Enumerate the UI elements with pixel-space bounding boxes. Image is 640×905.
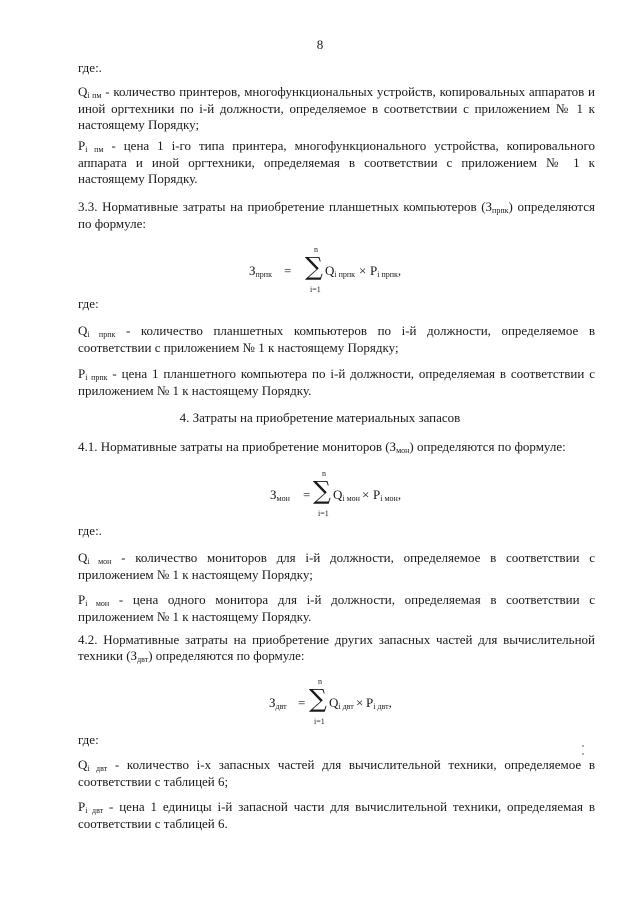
sum-sign-icon: ∑ — [309, 684, 327, 713]
def-symbol: P — [78, 366, 86, 381]
def-symbol: Q — [78, 84, 88, 99]
formula-p: $P_{i мон}$, — [373, 487, 402, 503]
def-text: - цена 1 i-го типа принтера, многофункционального устройства, копировального аппарата и иной оргтехники, определяемая в соответствии с приложением № 1 к настоящему Порядку. — [78, 138, 595, 187]
def-symbol-index: i пм — [85, 145, 104, 154]
formula-monitors — [0, 470, 640, 524]
where-label-4: где: — [78, 732, 99, 747]
formula-p: $P_{i двт}$, — [366, 695, 392, 711]
scan-speck — [582, 745, 584, 747]
def-symbol-index: i прпк — [85, 373, 108, 382]
def-symbol-index: i мон — [85, 599, 110, 608]
def-text: - количество i-х запасных частей для вычислительной техники, определяемое в соответствии с таблицей 6; — [78, 757, 595, 789]
section-text: 4.1. Нормативные затраты на приобретение мониторов (З — [78, 439, 397, 454]
def-text: - цена одного монитора для i-й должности, определяемая в соответствии с приложением № 1 к настоящему Порядку. — [78, 592, 595, 624]
formula-equals: = — [303, 487, 311, 502]
def-symbol: P — [78, 799, 86, 814]
def-symbol-index: i мон — [87, 557, 112, 566]
formula-times: × — [362, 487, 370, 502]
page-number: 8 — [316, 37, 324, 52]
section-subscript: прпк — [492, 206, 509, 215]
formula-spare-parts — [0, 678, 640, 732]
def-symbol: Q — [78, 550, 88, 565]
section-subscript: мон — [396, 446, 410, 455]
def-text: - количество мониторов для i-й должности, определяемое в соответствии с приложением № 1 к настоящему Порядку; — [78, 550, 595, 582]
section-subscript: двт — [137, 655, 149, 665]
def-q-mon — [78, 550, 595, 583]
section-4-2 — [78, 632, 595, 665]
def-text: - количество принтеров, многофункциональных устройств, копировальных аппаратов и иной оргтехники по i-й должности, определяемое в соответствии с приложением № 1 к настоящему Порядку; — [78, 84, 595, 133]
formula-tablets — [0, 246, 640, 300]
def-text: - цена 1 планшетного компьютера по i-й должности, определяемая в соответствии с приложением № 1 к настоящему Порядку. — [78, 366, 596, 398]
formula-times: × — [356, 695, 364, 710]
formula-lhs: $З_{прпк}$ — [249, 263, 272, 279]
formula-times: × — [359, 263, 367, 278]
def-symbol: P — [78, 138, 86, 153]
section-text-end: ) определяются по формуле: — [78, 199, 595, 231]
formula-equals: = — [298, 695, 306, 710]
formula-p: $P_{i прпк}$, — [370, 263, 402, 279]
where-label-3: где:. — [78, 523, 102, 538]
scan-speck — [582, 753, 584, 755]
sum-sign-icon: ∑ — [305, 252, 323, 281]
formula-sum-lower: i=1 — [310, 285, 321, 294]
section-text-end: ) определяются по формуле: — [148, 648, 305, 664]
section-3-3 — [78, 199, 595, 232]
section-text-end: ) определяются по формуле: — [409, 439, 566, 454]
section-text: 3.3. Нормативные затраты на приобретение планшетных компьютеров (З — [78, 199, 493, 214]
section-text: 4.2. Нормативные затраты на приобретение других запасных частей для вычислительной техники (З — [78, 632, 595, 664]
sum-sign-icon: ∑ — [313, 476, 331, 505]
def-symbol-index: i прпк — [87, 330, 116, 339]
def-p-dvt — [78, 799, 595, 832]
def-symbol: Q — [78, 323, 88, 338]
formula-lhs: $З_{двт}$ — [269, 695, 287, 711]
where-label-1: где:. — [78, 60, 102, 75]
def-symbol-index: i двт — [85, 806, 104, 815]
formula-sum-upper: n — [322, 469, 326, 478]
formula-lhs: $З_{мон}$ — [270, 487, 290, 503]
def-symbol-index: i пм — [87, 91, 102, 100]
formula-sum-lower: i=1 — [314, 717, 325, 726]
formula-sum-upper: n — [314, 245, 318, 254]
def-q-dvt — [78, 757, 595, 790]
formula-sum-upper: n — [318, 677, 322, 686]
section-4-heading: 4. Затраты на приобретение материальных запасов — [179, 410, 461, 425]
def-p-pm — [78, 138, 595, 188]
formula-sum-lower: i=1 — [318, 509, 329, 518]
formula-equals: = — [284, 263, 292, 278]
def-q-prpk — [78, 323, 595, 356]
formula-q: $Q_{i двт}$ — [329, 695, 354, 711]
def-p-prpk — [78, 366, 595, 399]
def-symbol-index: i двт — [87, 764, 108, 773]
where-label-2: где: — [78, 296, 99, 311]
formula-q: $Q_{i мон}$ — [333, 487, 360, 503]
def-p-mon — [78, 592, 595, 625]
def-text: - цена 1 единицы i-й запасной части для вычислительной техники, определяемая в соответствии с таблицей 6. — [78, 799, 595, 831]
def-text: - количество планшетных компьютеров по i-й должности, определяемое в соответствии с приложением № 1 к настоящему Порядку; — [78, 323, 596, 355]
formula-q: $Q_{i прпк}$ — [325, 263, 356, 279]
section-4-1 — [78, 439, 595, 456]
def-symbol: P — [78, 592, 86, 607]
def-symbol: Q — [78, 757, 88, 772]
def-q-pm — [78, 84, 595, 134]
